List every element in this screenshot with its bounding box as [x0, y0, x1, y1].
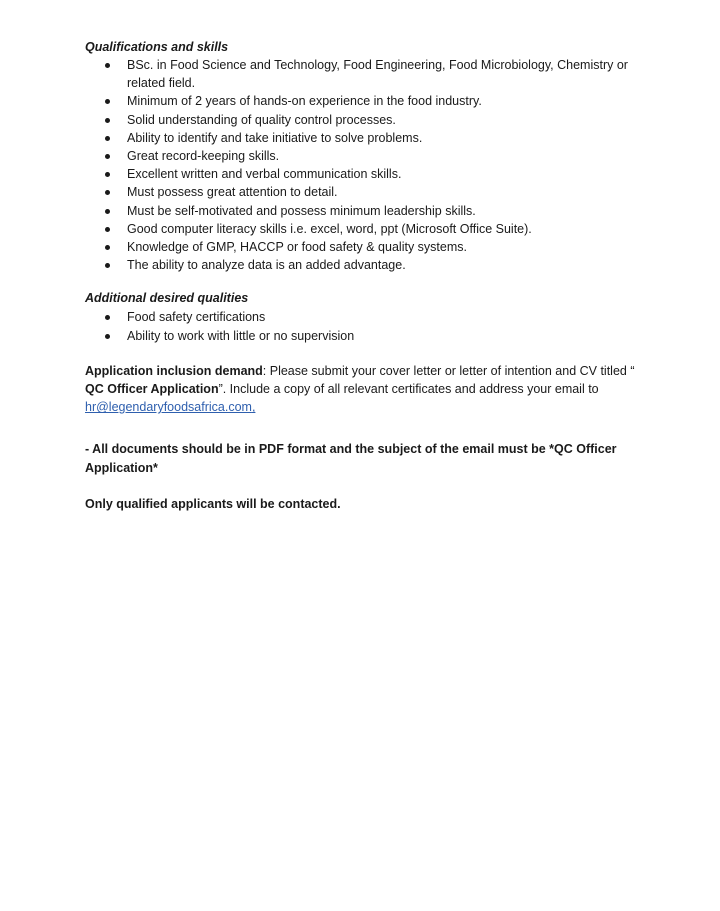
bullet-icon — [105, 63, 110, 68]
list-item — [85, 92, 645, 110]
list-item — [85, 308, 645, 326]
application-label: Application inclusion demand — [85, 363, 263, 378]
list-item — [85, 256, 645, 274]
bullet-icon — [105, 136, 110, 141]
bullet-icon — [105, 99, 110, 104]
application-text: : Please submit your cover letter or letter of intention and CV titled “ — [262, 363, 635, 378]
list-item-text: Must possess great attention to detail. — [127, 185, 338, 200]
additional-section — [85, 289, 645, 344]
email-link[interactable]: hr@legendaryfoodsafrica.com — [85, 400, 252, 415]
list-item-text: Great record-keeping skills. — [127, 149, 280, 164]
list-item — [85, 327, 645, 345]
bullet-icon — [105, 172, 110, 177]
list-item — [85, 56, 645, 92]
qualifications-list — [85, 56, 645, 274]
list-item-text: Solid understanding of quality control processes. — [127, 112, 396, 127]
application-text-2: ”. Include a copy of all relevant certificates and address your email to — [218, 382, 599, 397]
application-title: QC Officer Application — [85, 382, 219, 397]
bullet-icon — [105, 263, 110, 268]
additional-list — [85, 308, 645, 344]
list-item-text: Knowledge of GMP, HACCP or food safety & quality systems. — [127, 240, 467, 255]
list-item — [85, 165, 645, 183]
bullet-icon — [105, 334, 110, 339]
list-item-text: BSc. in Food Science and Technology, Food Engineering, Food Microbiology, Chemistry or related field. — [127, 58, 628, 91]
pdf-format-note: - All documents should be in PDF format and the subject of the email must be *QC Officer Application* — [85, 442, 617, 475]
bullet-icon — [105, 209, 110, 214]
list-item-text: Must be self-motivated and possess minimum leadership skills. — [127, 203, 476, 218]
additional-heading: Additional desired qualities — [85, 291, 249, 306]
list-item — [85, 220, 645, 238]
bullet-icon — [105, 190, 110, 195]
email-trailing: , — [251, 400, 256, 415]
bullet-icon — [105, 154, 110, 159]
list-item — [85, 129, 645, 147]
closing-note: Only qualified applicants will be contacted. — [85, 496, 341, 511]
list-item — [85, 202, 645, 220]
list-item-text: Good computer literacy skills i.e. excel, word, ppt (Microsoft Office Suite). — [127, 221, 532, 236]
document-page — [85, 38, 645, 513]
bullet-icon — [105, 315, 110, 320]
list-item — [85, 238, 645, 256]
list-item — [85, 147, 645, 165]
bullet-icon — [105, 118, 110, 123]
bullet-icon — [105, 245, 110, 250]
list-item-text: The ability to analyze data is an added advantage. — [127, 258, 406, 273]
qualifications-heading: Qualifications and skills — [85, 40, 229, 54]
list-item-text: Ability to work with little or no supervision — [127, 328, 355, 343]
list-item-text: Food safety certifications — [127, 310, 266, 325]
list-item-text: Excellent written and verbal communication skills. — [127, 167, 402, 182]
application-paragraph — [85, 362, 645, 417]
bullet-icon — [105, 227, 110, 232]
list-item — [85, 111, 645, 129]
list-item-text: Ability to identify and take initiative to solve problems. — [127, 130, 423, 145]
list-item — [85, 183, 645, 201]
list-item-text: Minimum of 2 years of hands-on experience in the food industry. — [127, 94, 482, 109]
